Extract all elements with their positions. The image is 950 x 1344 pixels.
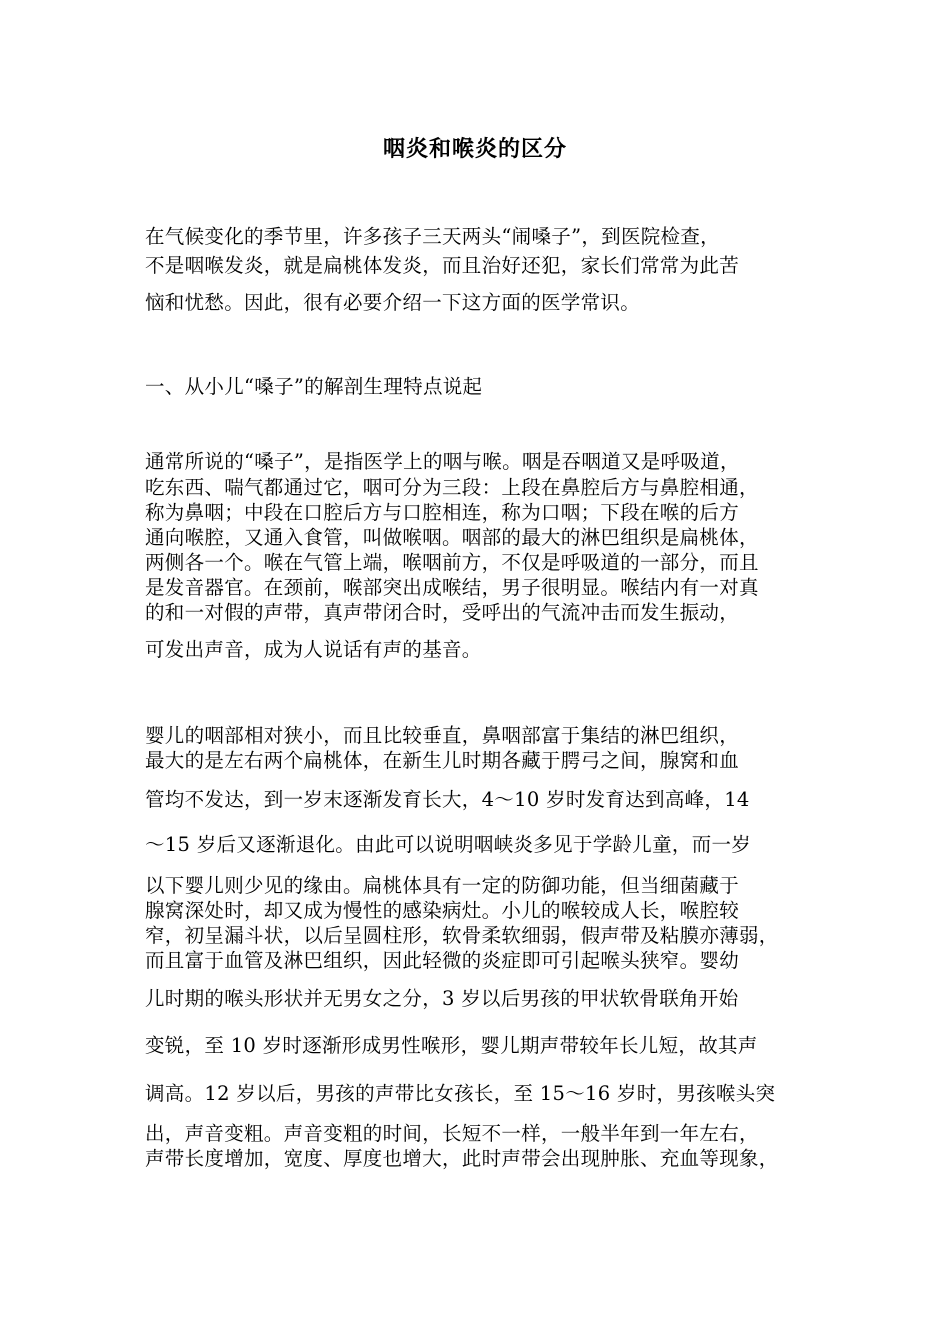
paragraph-line: 儿时期的喉头形状并无男女之分，3 岁以后男孩的甲状软骨联角开始 — [145, 987, 739, 1010]
paragraph-line: 变锐，至 10 岁时逐渐形成男性喉形，婴儿期声带较年长儿短，故其声 — [145, 1034, 758, 1057]
paragraph-line: 通向喉腔，又通入食管，叫做喉咽。咽部的最大的淋巴组织是扁桃体， — [145, 526, 759, 549]
paragraph-line: 的和一对假的声带，真声带闭合时，受呼出的气流冲击而发生振动， — [145, 601, 740, 624]
section-heading: 一、从小儿“嗓子”的解剖生理特点说起 — [145, 375, 483, 398]
paragraph-line: 两侧各一个。喉在气管上端，喉咽前方，不仅是呼吸道的一部分，而且 — [145, 551, 759, 574]
paragraph-line: ～15 岁后又逐渐退化。由此可以说明咽峡炎多见于学龄儿童，而一岁 — [145, 833, 752, 856]
intro-line: 在气候变化的季节里，许多孩子三天两头“闹嗓子”，到医院检查， — [145, 225, 720, 248]
document-title: 咽炎和喉炎的区分 — [382, 136, 567, 162]
paragraph-line: 最大的是左右两个扁桃体，在新生儿时期各藏于腭弓之间，腺窝和血 — [145, 749, 740, 772]
paragraph-line: 腺窝深处时，却又成为慢性的感染病灶。小儿的喉较成人长，喉腔较 — [145, 899, 740, 922]
paragraph-line: 通常所说的“嗓子”，是指医学上的咽与喉。咽是吞咽道又是呼吸道， — [145, 450, 740, 473]
intro-line: 恼和忧愁。因此，很有必要介绍一下这方面的医学常识。 — [145, 291, 641, 314]
paragraph-line: 可发出声音，成为人说话有声的基音。 — [145, 638, 482, 661]
paragraph-line: 窄，初呈漏斗状，以后呈圆柱形，软骨柔软细弱，假声带及粘膜亦薄弱， — [145, 924, 779, 947]
paragraph-line: 声带长度增加，宽度、厚度也增大，此时声带会出现肿胀、充血等现象， — [145, 1147, 779, 1170]
paragraph-line: 调高。12 岁以后，男孩的声带比女孩长，至 15～16 岁时，男孩喉头突 — [145, 1082, 776, 1105]
paragraph-line: 吃东西、喘气都通过它，咽可分为三段：上段在鼻腔后方与鼻腔相通， — [145, 476, 759, 499]
paragraph-line: 以下婴儿则少见的缘由。扁桃体具有一定的防御功能，但当细菌藏于 — [145, 874, 740, 897]
paragraph-line: 出，声音变粗。声音变粗的时间，长短不一样，一般半年到一年左右， — [145, 1122, 759, 1145]
paragraph-line: 称为鼻咽；中段在口腔后方与口腔相连，称为口咽；下段在喉的后方 — [145, 501, 740, 524]
intro-line: 不是咽喉发炎，就是扁桃体发炎，而且治好还犯，家长们常常为此苦 — [145, 254, 740, 277]
paragraph-line: 是发音器官。在颈前，喉部突出成喉结，男子很明显。喉结内有一对真 — [145, 576, 759, 599]
paragraph-line: 而且富于血管及淋巴组织，因此轻微的炎症即可引起喉头狭窄。婴幼 — [145, 949, 740, 972]
paragraph-line: 婴儿的咽部相对狭小，而且比较垂直，鼻咽部富于集结的淋巴组织， — [145, 724, 740, 747]
paragraph-line: 管均不发达，到一岁末逐渐发育长大，4～10 岁时发育达到高峰，14 — [145, 788, 750, 811]
